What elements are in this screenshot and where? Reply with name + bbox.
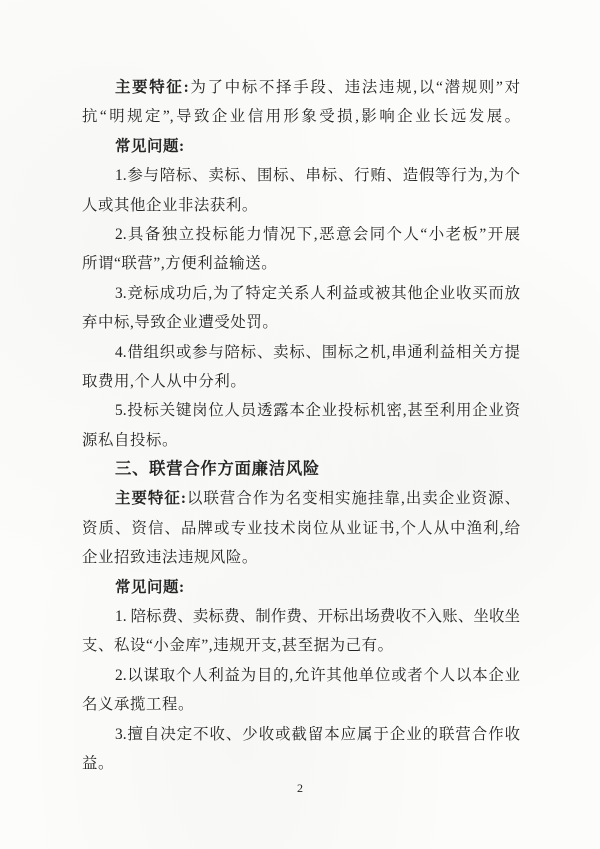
line-text: 名义承揽工程。 — [82, 696, 194, 714]
line-text: 1. 陪标费、卖标费、制作费、开标出场费收不入账、坐收坐 — [115, 608, 520, 626]
text-line — [82, 720, 520, 749]
line-text: 益。 — [82, 754, 114, 772]
text-line — [82, 661, 520, 690]
text-line — [82, 396, 520, 425]
line-text: 所谓“联营”,方便利益输送。 — [82, 255, 278, 273]
line-text: 资质、资信、品牌或专业技术岗位从业证书,个人从中渔利,给 — [82, 519, 520, 537]
text-line — [82, 484, 520, 513]
page-number: 2 — [297, 781, 303, 795]
text-line — [82, 161, 520, 190]
line-text: 抗“明规定”,导致企业信用形象受损,影响企业长远发展。 — [82, 108, 520, 126]
line-text: 弃中标,导致企业遭受处罚。 — [82, 314, 279, 332]
text-line — [82, 367, 520, 396]
text-line — [82, 279, 520, 308]
heading-text: 三、联营合作方面廉洁风险 — [115, 460, 320, 479]
text-line — [82, 191, 520, 220]
line-text: 5.投标关键岗位人员透露本企业投标机密,甚至利用企业资 — [115, 402, 520, 420]
text-line — [82, 631, 520, 660]
text-line — [82, 102, 520, 131]
line-text: 取费用,个人从中分利。 — [82, 372, 247, 390]
line-text: 3.擅自决定不收、少收或截留本应属于企业的联营合作收 — [115, 725, 520, 743]
section-heading — [82, 455, 520, 484]
text-line — [82, 220, 520, 249]
line-text: 源私自投标。 — [82, 431, 178, 449]
line-text: 3.竞标成功后,为了特定关系人利益或被其他企业收买而放 — [115, 284, 520, 302]
line-text: 常见问题: — [115, 137, 185, 155]
line-text: 2.以谋取个人利益为目的,允许其他单位或者个人以本企业 — [115, 666, 520, 684]
text-line — [82, 749, 520, 778]
line-text: 支、私设“小金库”,违规开支,甚至据为己有。 — [82, 637, 394, 655]
text-line — [82, 543, 520, 572]
line-text: 常见问题: — [115, 578, 185, 596]
line-text: 2.具备独立投标能力情况下,恶意会同个人“小老板”开展 — [115, 225, 520, 243]
text-line — [82, 249, 520, 278]
text-line — [82, 338, 520, 367]
text-line — [82, 690, 520, 719]
text-block — [82, 73, 520, 778]
line-text: 以联营合作为名变相实施挂靠,出卖企业资源、 — [185, 490, 520, 508]
bold-label: 主要特征: — [115, 490, 186, 508]
bold-label-line — [82, 132, 520, 161]
line-text: 1.参与陪标、卖标、围标、串标、行贿、造假等行为,为个 — [115, 167, 520, 185]
line-text: 4.借组织或参与陪标、卖标、围标之机,串通利益相关方提 — [115, 343, 520, 361]
line-text: 为了中标不择手段、违法违规,以“潜规则”对 — [188, 79, 520, 96]
text-line — [82, 602, 520, 631]
text-line — [82, 426, 520, 455]
text-line — [82, 73, 520, 102]
line-text: 人或其他企业非法获利。 — [82, 196, 258, 214]
line-text: 企业招致违法违规风险。 — [82, 549, 258, 567]
text-line — [82, 514, 520, 543]
text-line — [82, 308, 520, 337]
bold-label-line — [82, 573, 520, 602]
bold-label: 主要特征: — [115, 79, 189, 96]
